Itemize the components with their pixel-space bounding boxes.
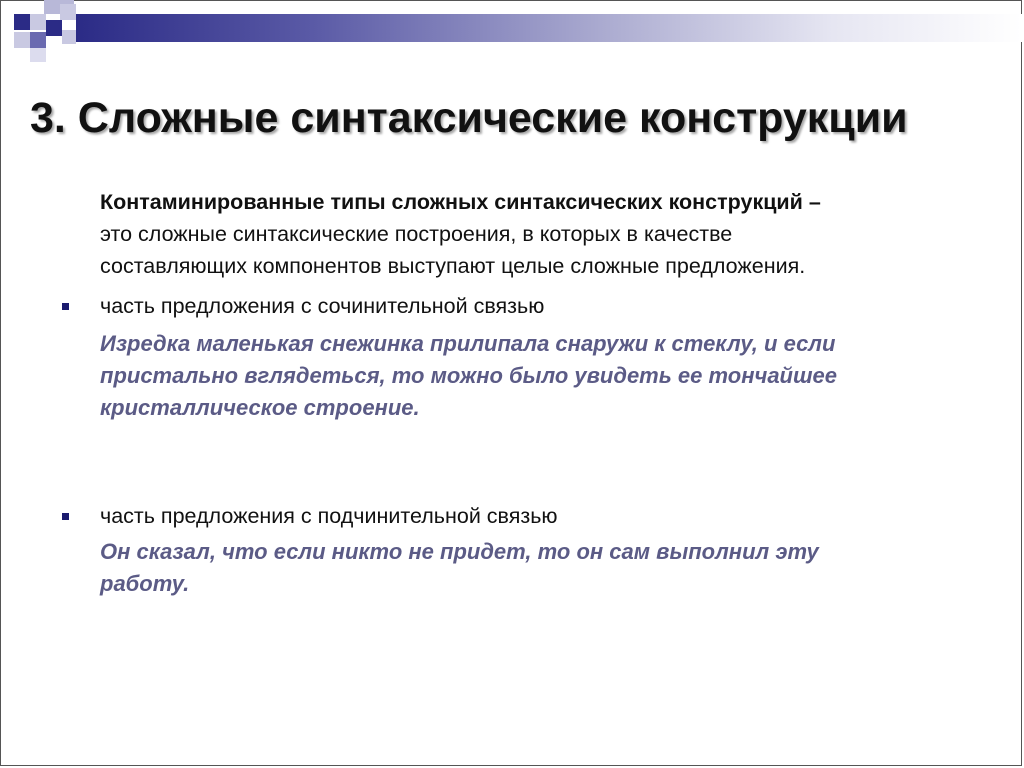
bullet-item-subordinating — [60, 500, 1000, 532]
example-line: Изредка маленькая снежинка прилипала снаружи к стеклу, и если — [100, 331, 836, 356]
example-subordinating — [100, 536, 980, 600]
deco-square — [14, 32, 30, 48]
deco-square — [30, 48, 46, 62]
example-coordinating — [100, 328, 980, 424]
deco-square — [30, 14, 46, 30]
definition-term: Контаминированные типы сложных синтаксических конструкций – — [100, 190, 821, 214]
definition-line: составляющих компонентов выступают целые сложные предложения. — [100, 254, 806, 278]
deco-square — [62, 30, 76, 44]
deco-square — [60, 4, 76, 20]
definition-line: это сложные синтаксические построения, в которых в качестве — [100, 222, 733, 246]
bullet-label: часть предложения с подчинительной связью — [100, 504, 558, 528]
example-line: работу. — [100, 571, 190, 596]
deco-square — [46, 20, 62, 36]
deco-square — [14, 14, 30, 30]
square-bullet-icon — [62, 513, 69, 520]
square-bullet-icon — [62, 303, 69, 310]
bullet-item-coordinating — [60, 290, 1000, 322]
example-line: пристально вглядеться, то можно было увидеть ее тончайшее — [100, 363, 838, 388]
bullet-label: часть предложения с сочинительной связью — [100, 294, 545, 318]
slide-title: 3. Сложные синтаксические конструкции — [30, 94, 908, 142]
example-line: Он сказал, что если никто не придет, то он сам выполнил эту — [100, 539, 819, 564]
definition-block — [100, 186, 1000, 282]
deco-square — [30, 32, 46, 48]
example-line: кристаллическое строение. — [100, 395, 420, 420]
header-gradient-bar — [76, 14, 1022, 42]
